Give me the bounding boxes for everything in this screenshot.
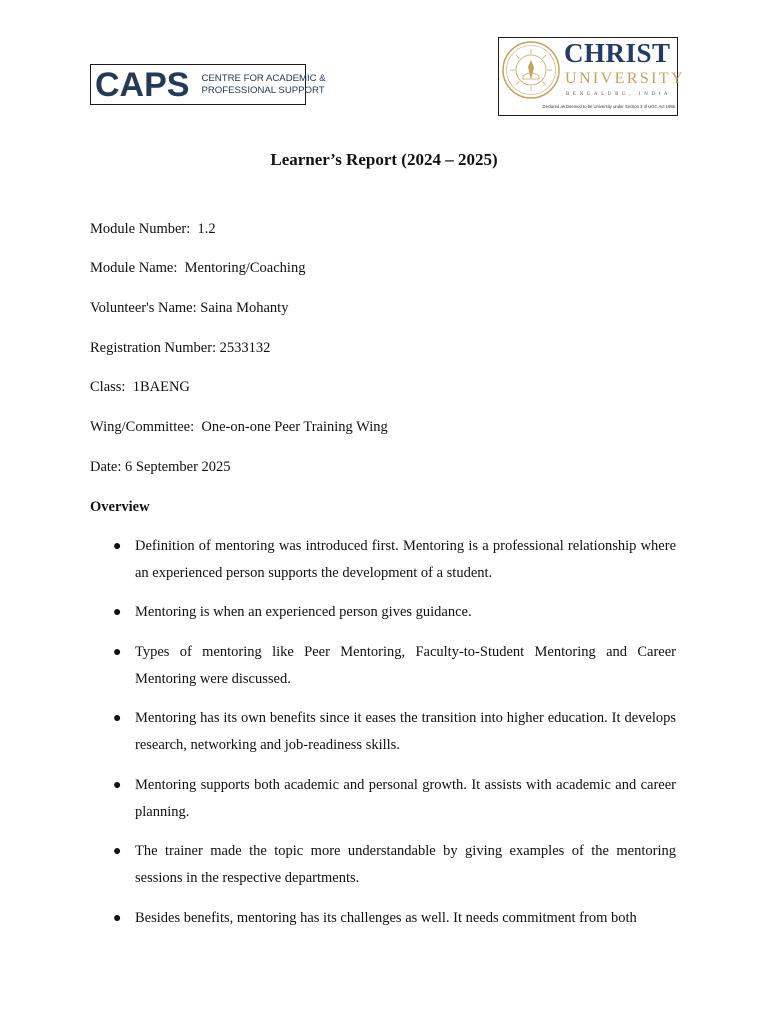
caps-logo-subtitle: [201, 73, 325, 97]
bullet-text: Besides benefits, mentoring has its challenges as well. It needs commitment from both: [135, 910, 637, 926]
bullet-text: Mentoring supports both academic and personal growth. It assists with academic and career planning.: [135, 777, 676, 820]
university-seal-icon: [501, 40, 561, 100]
caps-logo-word: CAPS: [95, 65, 190, 104]
bullet-icon: ●: [113, 911, 122, 926]
bullet-icon: ●: [113, 645, 122, 660]
christ-logo-declaration: Declared as Deemed to be University under Section 3 of UGC Act 1956: [542, 104, 675, 109]
bullet-text: The trainer made the topic more understandable by giving examples of the mentoring sessions in the respective departments.: [135, 843, 676, 886]
class-field: Class: 1BAENG: [90, 379, 190, 395]
date-field: Date: 6 September 2025: [90, 459, 231, 475]
christ-logo-name: CHRIST: [564, 38, 671, 68]
christ-logo-city: BENGALURU, INDIA: [566, 92, 672, 97]
bullet-icon: ●: [113, 778, 122, 793]
caps-logo-line1: CENTRE FOR ACADEMIC &: [201, 72, 326, 84]
bullet-icon: ●: [113, 711, 122, 726]
bullet-text: Mentoring is when an experienced person gives guidance.: [135, 604, 472, 620]
bullet-icon: ●: [113, 539, 122, 554]
wing-committee-field: Wing/Committee: One-on-one Peer Training Wing: [90, 419, 388, 435]
overview-heading: Overview: [90, 499, 150, 515]
module-name-field: Module Name: Mentoring/Coaching: [90, 260, 306, 276]
volunteer-name-field: Volunteer's Name: Saina Mohanty: [90, 300, 289, 316]
caps-logo: [90, 64, 326, 105]
registration-number-field: Registration Number: 2533132: [90, 340, 271, 356]
bullet-text: Mentoring has its own benefits since it eases the transition into higher education. It develops research, networking and job-readiness skills.: [135, 710, 676, 753]
bullet-text: Types of mentoring like Peer Mentoring, Faculty-to-Student Mentoring and Career Mentoring were discussed.: [135, 644, 676, 687]
bullet-icon: ●: [113, 605, 122, 620]
report-title: Learner’s Report (2024 – 2025): [270, 150, 498, 169]
christ-university-logo: [498, 37, 685, 116]
caps-logo-line2: PROFESSIONAL SUPPORT: [201, 84, 325, 96]
module-number-field: Module Number: 1.2: [90, 221, 216, 237]
bullet-icon: ●: [113, 844, 122, 859]
christ-logo-university: UNIVERSITY: [565, 70, 685, 87]
bullet-text: Definition of mentoring was introduced first. Mentoring is a professional relationship where an experienced person supports the development of a student.: [135, 538, 676, 581]
